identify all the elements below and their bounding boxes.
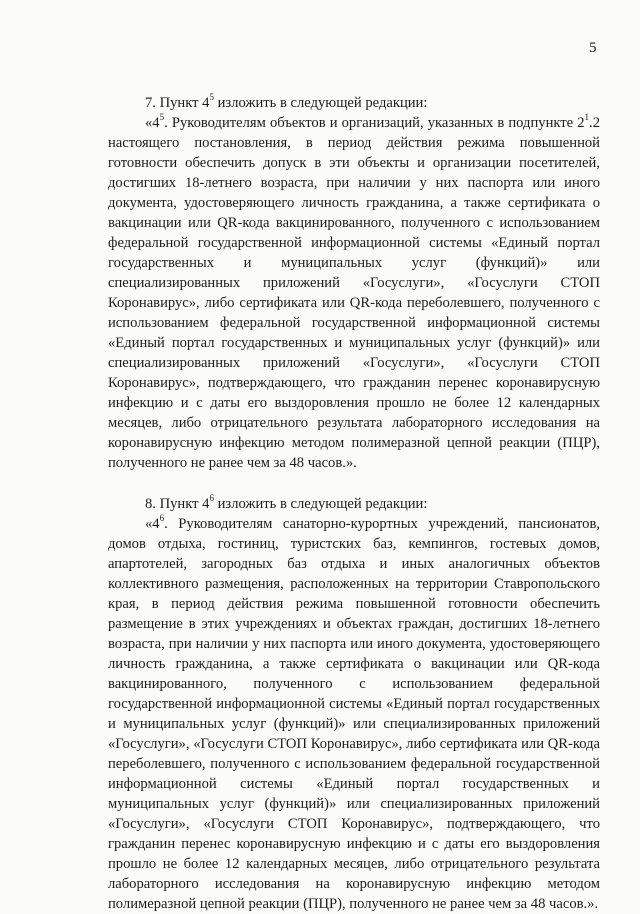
section-8-body: [108, 514, 600, 914]
body-text: .2 настоящего постановления, в период действия режима повышенной готовности обеспечить допуск в эти объекты и организации посетителей, достигших 18-летнего возраста, при наличии у них паспорта или иного документа, удостоверяющего личность гражданина, а также сертификата о вакцинации или QR-кода вакцинированного, полученного с использованием федеральной государственной информационной системы «Единый портал государственных и муниципальных услуг (функций)» или специализированных приложений «Госуслуги», «Госуслуги СТОП Коронавирус», либо сертификата или QR-кода переболевшего, полученного с использованием федеральной государственной информационной системы «Единый портал государственных и муниципальных услуг (функций)» или специализированных приложений «Госуслуги», «Госуслуги СТОП Коронавирус», подтверждающего, что гражданин перенес коронавирусную инфекцию и с даты его выздоровления прошло не более 12 календарных месяцев, либо отрицательного результата лабораторного исследования на коронавирусную инфекцию методом полимеразной цепной реакции (ПЦР), полученного не ранее чем за 48 часов.».: [108, 115, 600, 471]
section-7-body: [108, 113, 600, 473]
heading-text: 7. Пункт 4: [145, 95, 210, 111]
superscript: 6: [159, 513, 165, 524]
superscript: 5: [159, 112, 165, 123]
section-7-heading: [108, 93, 600, 113]
body-text: . Руководителям объектов и организаций, указанных в подпункте 2: [164, 115, 585, 131]
superscript: 1: [584, 112, 590, 123]
heading-text: 8. Пункт 4: [145, 496, 210, 512]
body-text: . Руководителям санаторно-курортных учреждений, пансионатов, домов отдыха, гостиниц, туристских баз, кемпингов, гостевых домов, апартотелей, загородных баз отдыха и иных аналогичных объектов коллективного размещения, расположенных на территории Ставропольского края, в период действия режима повышенной готовности обеспечить размещение в этих учреждениях и объектах граждан, достигших 18-летнего возраста, при наличии у них паспорта или иного документа, удостоверяющего личность гражданина, а также сертификата о вакцинации или QR-кода вакцинированного, полученного с использованием федеральной государственной информационной системы «Единый портал государственных и муниципальных услуг (функций)» или специализированных приложений «Госуслуги», «Госуслуги СТОП Коронавирус», либо сертификата или QR-кода переболевшего, полученного с использованием федеральной государственной информационной системы «Единый портал государственных и муниципальных услуг (функций)» или специализированных приложений «Госуслуги», «Госуслуги СТОП Коронавирус», подтверждающего, что гражданин перенес коронавирусную инфекцию и с даты его выздоровления прошло не более 12 календарных месяцев, либо отрицательного результата лабораторного исследования на коронавирусную инфекцию методом полимеразной цепной реакции (ПЦР), полученного не ранее чем за 48 часов.».: [108, 516, 600, 912]
superscript: 6: [209, 493, 214, 504]
document-body: [108, 93, 600, 914]
heading-text: изложить в следующей редакции:: [213, 95, 428, 111]
superscript: 5: [209, 92, 214, 103]
section-divider: [108, 473, 600, 494]
body-text: «4: [145, 516, 160, 532]
heading-text: изложить в следующей редакции:: [213, 496, 428, 512]
page-number: 5: [589, 40, 597, 56]
section-8-heading: [108, 494, 600, 514]
body-text: «4: [145, 115, 160, 131]
